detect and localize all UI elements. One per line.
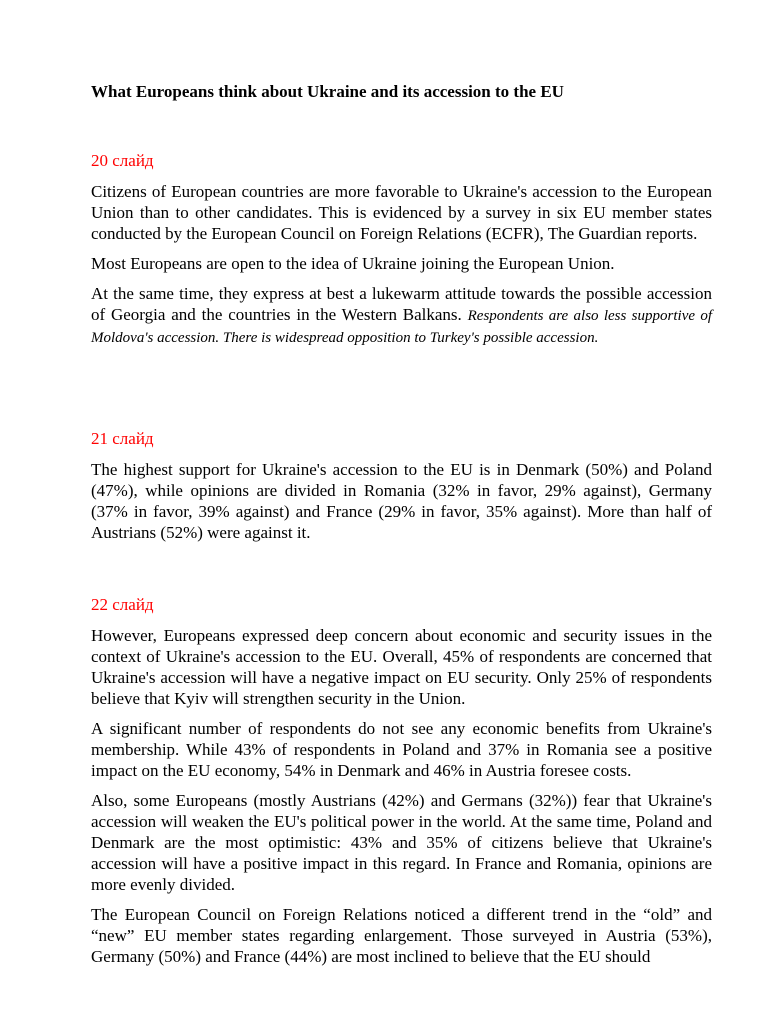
document-page [91,80,712,976]
spacer [91,552,712,594]
paragraph-italic-text: Respondents are also less supportive of Moldova's accession. There is widespread opposition to Turkey's possible accession. [91,308,712,346]
paragraph: The European Council on Foreign Relations noticed a different trend in the “old” and “new” EU member states regarding enlargement. Those surveyed in Austria (53%), Germany (50%) and France (44%) are most inclined to believe that the EU should [91,905,712,966]
slide-heading-20: 20 слайд [91,151,154,170]
paragraph: The highest support for Ukraine's accession to the EU is in Denmark (50%) and Poland (47%), while opinions are divided in Romania (32% in favor, 29% against), Germany (37% in favor, 39% against) and France (29% in favor, 35% against). More than half of Austrians (52%) were against it. [91,460,712,542]
paragraph: However, Europeans expressed deep concern about economic and security issues in the context of Ukraine's accession to the EU. Overall, 45% of respondents are concerned that Ukraine's accession will have a negative impact on EU security. Only 25% of respondents believe that Kyiv will strengthen security in the Union. [91,626,712,708]
paragraph: Most Europeans are open to the idea of Ukraine joining the European Union. [91,254,615,273]
mixed-paragraph [91,283,712,348]
document-title: What Europeans think about Ukraine and its accession to the EU [91,82,564,101]
paragraph: A significant number of respondents do not see any economic benefits from Ukraine's membership. While 43% of respondents in Poland and 37% in Romania see a positive impact on the EU economy, 54% in Denmark and 46% in Austria foresee costs. [91,719,712,780]
paragraph: Citizens of European countries are more favorable to Ukraine's accession to the European Union than to other candidates. This is evidenced by a survey in six EU member states conducted by the European Council on Foreign Relations (ECFR), The Guardian reports. [91,182,712,243]
spacer [91,357,712,428]
slide-heading-22: 22 слайд [91,595,154,614]
paragraph: Also, some Europeans (mostly Austrians (42%) and Germans (32%)) fear that Ukraine's accession will weaken the EU's political power in the world. At the same time, Poland and Denmark are the most optimistic: 43% and 35% of citizens believe that Ukraine's accession will have a positive impact in this regard. In France and Romania, opinions are more evenly divided. [91,791,712,894]
paragraph-normal-text: At the same time, they express at best a lukewarm attitude towards the possible accession of Georgia and the countries in the Western Balkans. [91,284,712,324]
slide-heading-21: 21 слайд [91,429,154,448]
